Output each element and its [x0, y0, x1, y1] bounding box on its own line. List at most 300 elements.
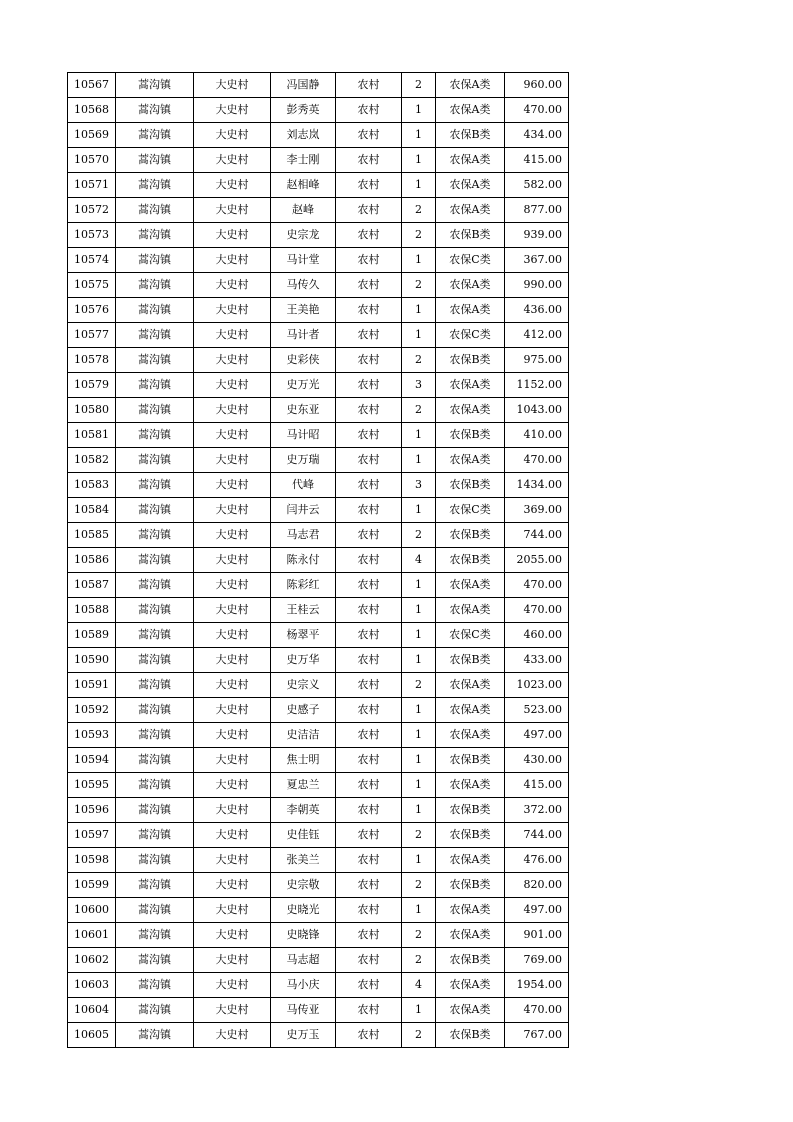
household-count-cell: 1: [402, 173, 436, 198]
insurance-category-cell: 农保B类: [436, 748, 505, 773]
town-cell: 蒿沟镇: [116, 523, 194, 548]
village-cell: 大史村: [194, 848, 271, 873]
name-cell: 冯国静: [271, 73, 336, 98]
table-row: [68, 623, 569, 648]
amount-cell: 372.00: [505, 798, 569, 823]
village-cell: 大史村: [194, 473, 271, 498]
village-cell: 大史村: [194, 298, 271, 323]
record-id-cell: 10592: [68, 698, 116, 723]
name-cell: 赵相峰: [271, 173, 336, 198]
table-row: [68, 398, 569, 423]
town-cell: 蒿沟镇: [116, 1023, 194, 1048]
table-row: [68, 823, 569, 848]
residence-type-cell: 农村: [336, 273, 402, 298]
table-row: [68, 648, 569, 673]
village-cell: 大史村: [194, 548, 271, 573]
residence-type-cell: 农村: [336, 423, 402, 448]
name-cell: 史彩侠: [271, 348, 336, 373]
name-cell: 刘志岚: [271, 123, 336, 148]
town-cell: 蒿沟镇: [116, 698, 194, 723]
name-cell: 赵峰: [271, 198, 336, 223]
residence-type-cell: 农村: [336, 398, 402, 423]
insurance-category-cell: 农保B类: [436, 798, 505, 823]
table-row: [68, 848, 569, 873]
table-row: [68, 523, 569, 548]
residence-type-cell: 农村: [336, 798, 402, 823]
name-cell: 彭秀英: [271, 98, 336, 123]
residence-type-cell: 农村: [336, 898, 402, 923]
town-cell: 蒿沟镇: [116, 448, 194, 473]
household-count-cell: 2: [402, 273, 436, 298]
town-cell: 蒿沟镇: [116, 648, 194, 673]
town-cell: 蒿沟镇: [116, 298, 194, 323]
residence-type-cell: 农村: [336, 223, 402, 248]
name-cell: 史宗敬: [271, 873, 336, 898]
amount-cell: 877.00: [505, 198, 569, 223]
amount-cell: 436.00: [505, 298, 569, 323]
village-cell: 大史村: [194, 223, 271, 248]
amount-cell: 1954.00: [505, 973, 569, 998]
village-cell: 大史村: [194, 973, 271, 998]
residence-type-cell: 农村: [336, 248, 402, 273]
insurance-category-cell: 农保C类: [436, 248, 505, 273]
name-cell: 杨翠平: [271, 623, 336, 648]
table-row: [68, 773, 569, 798]
table-row: [68, 948, 569, 973]
insurance-category-cell: 农保A类: [436, 73, 505, 98]
amount-cell: 476.00: [505, 848, 569, 873]
name-cell: 史万瑞: [271, 448, 336, 473]
record-id-cell: 10581: [68, 423, 116, 448]
record-id-cell: 10598: [68, 848, 116, 873]
name-cell: 陈彩红: [271, 573, 336, 598]
town-cell: 蒿沟镇: [116, 723, 194, 748]
household-count-cell: 1: [402, 448, 436, 473]
village-cell: 大史村: [194, 648, 271, 673]
residence-type-cell: 农村: [336, 873, 402, 898]
village-cell: 大史村: [194, 573, 271, 598]
insurance-category-cell: 农保A类: [436, 673, 505, 698]
residence-type-cell: 农村: [336, 498, 402, 523]
table-row: [68, 573, 569, 598]
amount-cell: 960.00: [505, 73, 569, 98]
record-id-cell: 10580: [68, 398, 116, 423]
town-cell: 蒿沟镇: [116, 173, 194, 198]
town-cell: 蒿沟镇: [116, 548, 194, 573]
household-count-cell: 2: [402, 198, 436, 223]
table-row: [68, 973, 569, 998]
table-row: [68, 148, 569, 173]
table-row: [68, 98, 569, 123]
household-count-cell: 2: [402, 523, 436, 548]
residence-type-cell: 农村: [336, 673, 402, 698]
residence-type-cell: 农村: [336, 723, 402, 748]
town-cell: 蒿沟镇: [116, 923, 194, 948]
table-row: [68, 348, 569, 373]
name-cell: 史宗龙: [271, 223, 336, 248]
insurance-category-cell: 农保A类: [436, 98, 505, 123]
record-id-cell: 10589: [68, 623, 116, 648]
household-count-cell: 2: [402, 823, 436, 848]
record-id-cell: 10574: [68, 248, 116, 273]
name-cell: 马计堂: [271, 248, 336, 273]
household-count-cell: 2: [402, 398, 436, 423]
residence-type-cell: 农村: [336, 1023, 402, 1048]
table-row: [68, 798, 569, 823]
record-id-cell: 10575: [68, 273, 116, 298]
insurance-category-cell: 农保A类: [436, 923, 505, 948]
town-cell: 蒿沟镇: [116, 623, 194, 648]
household-count-cell: 1: [402, 623, 436, 648]
table-row: [68, 223, 569, 248]
table-row: [68, 273, 569, 298]
village-cell: 大史村: [194, 273, 271, 298]
town-cell: 蒿沟镇: [116, 223, 194, 248]
residence-type-cell: 农村: [336, 998, 402, 1023]
table-row: [68, 473, 569, 498]
town-cell: 蒿沟镇: [116, 998, 194, 1023]
household-count-cell: 1: [402, 573, 436, 598]
amount-cell: 410.00: [505, 423, 569, 448]
residence-type-cell: 农村: [336, 773, 402, 798]
insurance-category-cell: 农保A类: [436, 298, 505, 323]
household-count-cell: 3: [402, 373, 436, 398]
residence-type-cell: 农村: [336, 573, 402, 598]
amount-cell: 901.00: [505, 923, 569, 948]
amount-cell: 820.00: [505, 873, 569, 898]
amount-cell: 470.00: [505, 598, 569, 623]
town-cell: 蒿沟镇: [116, 498, 194, 523]
village-cell: 大史村: [194, 748, 271, 773]
household-count-cell: 2: [402, 348, 436, 373]
insurance-category-cell: 农保B类: [436, 948, 505, 973]
village-cell: 大史村: [194, 323, 271, 348]
name-cell: 王桂云: [271, 598, 336, 623]
amount-cell: 369.00: [505, 498, 569, 523]
insurance-category-cell: 农保A类: [436, 173, 505, 198]
insurance-category-cell: 农保A类: [436, 273, 505, 298]
town-cell: 蒿沟镇: [116, 673, 194, 698]
table-row: [68, 123, 569, 148]
insurance-category-cell: 农保B类: [436, 873, 505, 898]
residence-type-cell: 农村: [336, 548, 402, 573]
village-cell: 大史村: [194, 873, 271, 898]
amount-cell: 1023.00: [505, 673, 569, 698]
record-id-cell: 10603: [68, 973, 116, 998]
residence-type-cell: 农村: [336, 373, 402, 398]
village-cell: 大史村: [194, 623, 271, 648]
insurance-category-cell: 农保B类: [436, 348, 505, 373]
household-count-cell: 1: [402, 248, 436, 273]
amount-cell: 470.00: [505, 448, 569, 473]
residence-type-cell: 农村: [336, 648, 402, 673]
village-cell: 大史村: [194, 598, 271, 623]
record-id-cell: 10600: [68, 898, 116, 923]
table-row: [68, 498, 569, 523]
insurance-category-cell: 农保A类: [436, 773, 505, 798]
insurance-category-cell: 农保A类: [436, 373, 505, 398]
village-cell: 大史村: [194, 123, 271, 148]
household-count-cell: 2: [402, 923, 436, 948]
village-cell: 大史村: [194, 923, 271, 948]
record-id-cell: 10573: [68, 223, 116, 248]
residence-type-cell: 农村: [336, 123, 402, 148]
village-cell: 大史村: [194, 348, 271, 373]
amount-cell: 470.00: [505, 98, 569, 123]
household-count-cell: 2: [402, 948, 436, 973]
town-cell: 蒿沟镇: [116, 948, 194, 973]
town-cell: 蒿沟镇: [116, 273, 194, 298]
insurance-category-cell: 农保A类: [436, 148, 505, 173]
amount-cell: 470.00: [505, 573, 569, 598]
town-cell: 蒿沟镇: [116, 873, 194, 898]
record-id-cell: 10568: [68, 98, 116, 123]
residence-type-cell: 农村: [336, 923, 402, 948]
table-row: [68, 298, 569, 323]
residence-type-cell: 农村: [336, 973, 402, 998]
amount-cell: 367.00: [505, 248, 569, 273]
town-cell: 蒿沟镇: [116, 198, 194, 223]
town-cell: 蒿沟镇: [116, 98, 194, 123]
residence-type-cell: 农村: [336, 698, 402, 723]
record-id-cell: 10594: [68, 748, 116, 773]
village-cell: 大史村: [194, 773, 271, 798]
residence-type-cell: 农村: [336, 523, 402, 548]
household-count-cell: 2: [402, 223, 436, 248]
amount-cell: 412.00: [505, 323, 569, 348]
insurance-category-cell: 农保C类: [436, 498, 505, 523]
record-id-cell: 10583: [68, 473, 116, 498]
record-id-cell: 10601: [68, 923, 116, 948]
record-id-cell: 10567: [68, 73, 116, 98]
name-cell: 史宗义: [271, 673, 336, 698]
household-count-cell: 1: [402, 598, 436, 623]
name-cell: 史感子: [271, 698, 336, 723]
record-id-cell: 10588: [68, 598, 116, 623]
household-count-cell: 1: [402, 748, 436, 773]
residence-type-cell: 农村: [336, 848, 402, 873]
record-id-cell: 10569: [68, 123, 116, 148]
village-cell: 大史村: [194, 948, 271, 973]
record-id-cell: 10605: [68, 1023, 116, 1048]
village-cell: 大史村: [194, 1023, 271, 1048]
record-id-cell: 10597: [68, 823, 116, 848]
residence-type-cell: 农村: [336, 198, 402, 223]
record-id-cell: 10596: [68, 798, 116, 823]
village-cell: 大史村: [194, 373, 271, 398]
name-cell: 马传亚: [271, 998, 336, 1023]
insurance-category-cell: 农保B类: [436, 523, 505, 548]
residence-type-cell: 农村: [336, 323, 402, 348]
village-cell: 大史村: [194, 248, 271, 273]
town-cell: 蒿沟镇: [116, 123, 194, 148]
insurance-category-cell: 农保A类: [436, 998, 505, 1023]
amount-cell: 430.00: [505, 748, 569, 773]
household-count-cell: 2: [402, 1023, 436, 1048]
household-count-cell: 3: [402, 473, 436, 498]
village-cell: 大史村: [194, 673, 271, 698]
name-cell: 代峰: [271, 473, 336, 498]
town-cell: 蒿沟镇: [116, 773, 194, 798]
town-cell: 蒿沟镇: [116, 473, 194, 498]
amount-cell: 460.00: [505, 623, 569, 648]
insurance-category-cell: 农保A类: [436, 898, 505, 923]
name-cell: 夏忠兰: [271, 773, 336, 798]
residence-type-cell: 农村: [336, 598, 402, 623]
village-cell: 大史村: [194, 198, 271, 223]
amount-cell: 415.00: [505, 148, 569, 173]
household-count-cell: 1: [402, 898, 436, 923]
insurance-category-cell: 农保B类: [436, 123, 505, 148]
table-row: [68, 1023, 569, 1048]
town-cell: 蒿沟镇: [116, 248, 194, 273]
town-cell: 蒿沟镇: [116, 573, 194, 598]
record-id-cell: 10582: [68, 448, 116, 473]
town-cell: 蒿沟镇: [116, 348, 194, 373]
table-row: [68, 448, 569, 473]
name-cell: 陈永付: [271, 548, 336, 573]
table-row: [68, 248, 569, 273]
town-cell: 蒿沟镇: [116, 148, 194, 173]
residence-type-cell: 农村: [336, 348, 402, 373]
amount-cell: 744.00: [505, 523, 569, 548]
residence-type-cell: 农村: [336, 98, 402, 123]
record-id-cell: 10604: [68, 998, 116, 1023]
benefit-ledger-table: [67, 72, 569, 1048]
record-id-cell: 10572: [68, 198, 116, 223]
amount-cell: 769.00: [505, 948, 569, 973]
town-cell: 蒿沟镇: [116, 323, 194, 348]
village-cell: 大史村: [194, 998, 271, 1023]
residence-type-cell: 农村: [336, 448, 402, 473]
household-count-cell: 2: [402, 873, 436, 898]
town-cell: 蒿沟镇: [116, 748, 194, 773]
town-cell: 蒿沟镇: [116, 73, 194, 98]
village-cell: 大史村: [194, 798, 271, 823]
table-row: [68, 898, 569, 923]
insurance-category-cell: 农保B类: [436, 473, 505, 498]
household-count-cell: 4: [402, 973, 436, 998]
town-cell: 蒿沟镇: [116, 973, 194, 998]
name-cell: 史晓锋: [271, 923, 336, 948]
insurance-category-cell: 农保B类: [436, 548, 505, 573]
name-cell: 马计昭: [271, 423, 336, 448]
record-id-cell: 10591: [68, 673, 116, 698]
town-cell: 蒿沟镇: [116, 898, 194, 923]
residence-type-cell: 农村: [336, 473, 402, 498]
insurance-category-cell: 农保A类: [436, 973, 505, 998]
town-cell: 蒿沟镇: [116, 823, 194, 848]
insurance-category-cell: 农保B类: [436, 648, 505, 673]
name-cell: 焦士明: [271, 748, 336, 773]
amount-cell: 744.00: [505, 823, 569, 848]
table-row: [68, 673, 569, 698]
amount-cell: 434.00: [505, 123, 569, 148]
residence-type-cell: 农村: [336, 298, 402, 323]
record-id-cell: 10602: [68, 948, 116, 973]
name-cell: 史东亚: [271, 398, 336, 423]
village-cell: 大史村: [194, 898, 271, 923]
amount-cell: 415.00: [505, 773, 569, 798]
name-cell: 张美兰: [271, 848, 336, 873]
household-count-cell: 1: [402, 773, 436, 798]
name-cell: 史万玉: [271, 1023, 336, 1048]
table-row: [68, 173, 569, 198]
table-row: [68, 423, 569, 448]
record-id-cell: 10577: [68, 323, 116, 348]
name-cell: 史万华: [271, 648, 336, 673]
record-id-cell: 10595: [68, 773, 116, 798]
household-count-cell: 1: [402, 998, 436, 1023]
village-cell: 大史村: [194, 698, 271, 723]
village-cell: 大史村: [194, 173, 271, 198]
record-id-cell: 10590: [68, 648, 116, 673]
name-cell: 史洁洁: [271, 723, 336, 748]
insurance-category-cell: 农保C类: [436, 623, 505, 648]
household-count-cell: 1: [402, 123, 436, 148]
insurance-category-cell: 农保B类: [436, 1023, 505, 1048]
name-cell: 史晓光: [271, 898, 336, 923]
village-cell: 大史村: [194, 423, 271, 448]
insurance-category-cell: 农保A类: [436, 448, 505, 473]
residence-type-cell: 农村: [336, 173, 402, 198]
table-row: [68, 998, 569, 1023]
town-cell: 蒿沟镇: [116, 848, 194, 873]
household-count-cell: 1: [402, 323, 436, 348]
household-count-cell: 1: [402, 298, 436, 323]
table-row: [68, 373, 569, 398]
amount-cell: 975.00: [505, 348, 569, 373]
household-count-cell: 2: [402, 73, 436, 98]
village-cell: 大史村: [194, 523, 271, 548]
table-row: [68, 748, 569, 773]
household-count-cell: 2: [402, 673, 436, 698]
record-id-cell: 10586: [68, 548, 116, 573]
insurance-category-cell: 农保C类: [436, 323, 505, 348]
amount-cell: 939.00: [505, 223, 569, 248]
record-id-cell: 10599: [68, 873, 116, 898]
amount-cell: 990.00: [505, 273, 569, 298]
amount-cell: 2055.00: [505, 548, 569, 573]
household-count-cell: 1: [402, 423, 436, 448]
insurance-category-cell: 农保A类: [436, 723, 505, 748]
insurance-category-cell: 农保B类: [436, 223, 505, 248]
household-count-cell: 1: [402, 648, 436, 673]
insurance-category-cell: 农保A类: [436, 198, 505, 223]
village-cell: 大史村: [194, 448, 271, 473]
table-row: [68, 323, 569, 348]
town-cell: 蒿沟镇: [116, 598, 194, 623]
table-row: [68, 198, 569, 223]
residence-type-cell: 农村: [336, 73, 402, 98]
village-cell: 大史村: [194, 398, 271, 423]
household-count-cell: 1: [402, 698, 436, 723]
record-id-cell: 10570: [68, 148, 116, 173]
record-id-cell: 10578: [68, 348, 116, 373]
insurance-category-cell: 农保A类: [436, 598, 505, 623]
household-count-cell: 1: [402, 723, 436, 748]
record-id-cell: 10587: [68, 573, 116, 598]
insurance-category-cell: 农保B类: [436, 423, 505, 448]
name-cell: 李朝英: [271, 798, 336, 823]
record-id-cell: 10579: [68, 373, 116, 398]
village-cell: 大史村: [194, 98, 271, 123]
insurance-category-cell: 农保A类: [436, 848, 505, 873]
amount-cell: 497.00: [505, 898, 569, 923]
residence-type-cell: 农村: [336, 748, 402, 773]
household-count-cell: 1: [402, 498, 436, 523]
name-cell: 马小庆: [271, 973, 336, 998]
